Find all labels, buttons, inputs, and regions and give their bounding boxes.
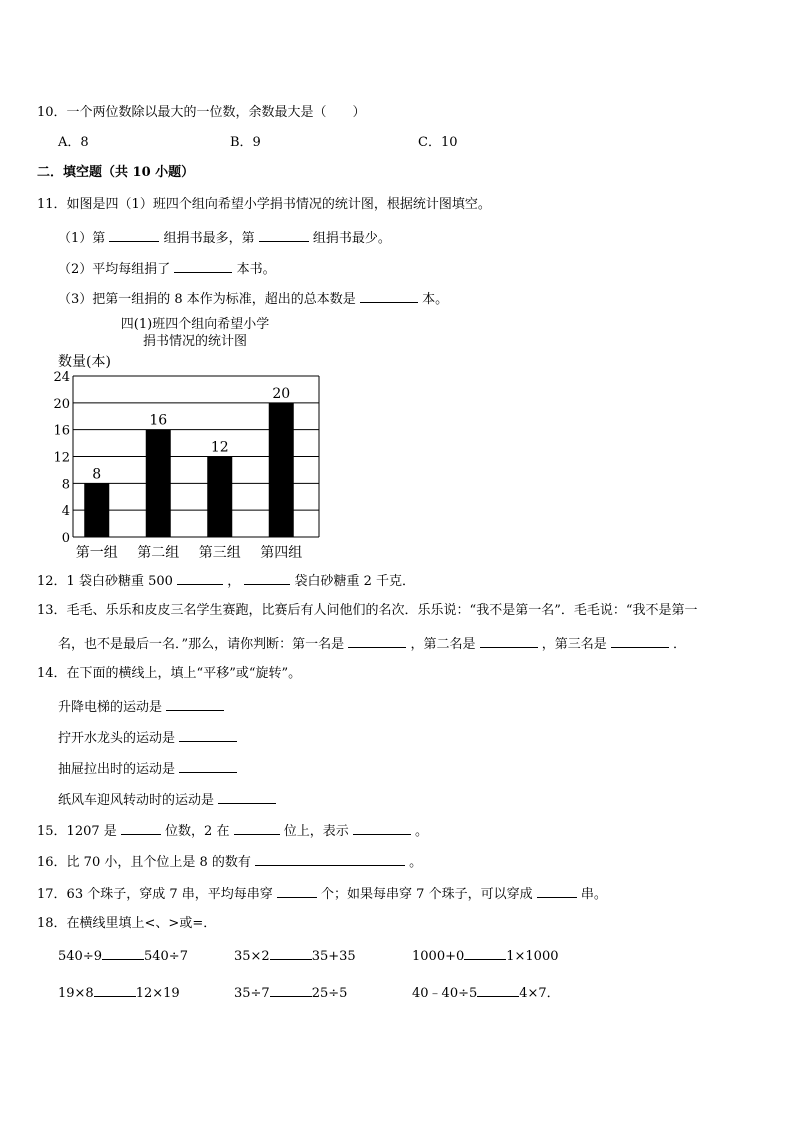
y-tick-label: 4	[61, 504, 70, 520]
bar-data-label: 8	[92, 466, 102, 483]
bar	[146, 430, 171, 537]
bar-data-label: 20	[272, 385, 291, 402]
q11-sub2	[58, 259, 276, 279]
q18-left: 19×8	[58, 986, 94, 1001]
q18-right: 12×19	[135, 986, 180, 1001]
q11-sub1-text-b: 组捐书最多，第	[163, 231, 255, 246]
compare-blank[interactable]	[477, 983, 519, 997]
q17-text-c: 串。	[580, 887, 607, 902]
q14-item	[58, 728, 237, 748]
question-17	[37, 884, 607, 904]
chart-title	[90, 316, 300, 350]
q18-left: 540÷9	[58, 949, 102, 964]
q13-text-b: ，第二名是	[410, 637, 476, 652]
q11-sub3	[58, 289, 448, 309]
q15-text-d: 。	[415, 824, 429, 839]
answer-blank[interactable]	[179, 759, 237, 773]
x-category-label: 第一组	[75, 545, 118, 561]
bar-chart	[0, 350, 320, 565]
answer-blank[interactable]	[611, 634, 669, 648]
bar	[269, 403, 294, 537]
q14-item	[58, 697, 224, 717]
chart-title-line1: 四(1)班四个组向希望小学	[120, 317, 270, 332]
x-category-label: 第三组	[198, 545, 241, 561]
q11-sub2-text-b: 本书。	[236, 262, 276, 277]
q18-expression	[58, 946, 188, 966]
answer-blank[interactable]	[353, 821, 411, 835]
y-tick-label: 16	[53, 423, 70, 439]
q12-text-b: ，	[227, 574, 241, 589]
answer-blank[interactable]	[166, 697, 224, 711]
q18-expression	[234, 983, 347, 1003]
y-tick-label: 20	[53, 396, 70, 412]
q13-text-c: ，第三名是	[541, 637, 607, 652]
q12-text-a: 12．1 袋白砂糖重 500	[37, 574, 173, 589]
q15-text-c: 位上，表示	[283, 824, 349, 839]
bar	[207, 457, 232, 538]
question-14-stem: 14．在下面的横线上，填上“平移”或“旋转”。	[37, 666, 302, 681]
q18-right: 25÷5	[311, 986, 348, 1001]
answer-blank[interactable]	[259, 228, 309, 242]
question-13-line2	[58, 634, 686, 654]
q18-left: 40﹣40÷5	[412, 986, 478, 1001]
compare-blank[interactable]	[270, 946, 312, 960]
bar	[84, 483, 109, 537]
q11-sub2-text-a: （2）平均每组捐了	[58, 262, 171, 277]
answer-blank[interactable]	[179, 728, 237, 742]
q18-right: 35+35	[311, 949, 356, 964]
answer-blank[interactable]	[480, 634, 538, 648]
q18-right: 540÷7	[143, 949, 188, 964]
compare-blank[interactable]	[102, 946, 144, 960]
q11-sub1-text-c: 组捐书最少。	[312, 231, 391, 246]
answer-blank[interactable]	[177, 571, 223, 585]
q18-right: 1×1000	[506, 949, 559, 964]
question-12	[37, 571, 415, 591]
q14-item-label: 拧开水龙头的运动是	[58, 731, 176, 746]
q11-sub3-text-b: 本。	[422, 292, 449, 307]
q18-expression	[412, 983, 560, 1003]
q18-expression	[234, 946, 356, 966]
q18-expression	[58, 983, 180, 1003]
q13-text-d: ．	[673, 637, 687, 652]
q18-left: 1000+0	[412, 949, 465, 964]
q15-text-b: 位数，2 在	[165, 824, 230, 839]
q16-text-b: 。	[409, 855, 423, 870]
y-axis-label: 数量(本)	[58, 354, 111, 370]
q16-text-a: 16．比 70 小，且个位上是 8 的数有	[37, 855, 251, 870]
y-tick-label: 0	[61, 531, 70, 546]
section-heading: 二．填空题（共 10 小题）	[37, 165, 195, 180]
y-tick-label: 24	[53, 370, 70, 385]
y-tick-label: 8	[61, 477, 70, 493]
answer-blank[interactable]	[218, 790, 276, 804]
question-11-stem: 11．如图是四（1）班四个组向希望小学捐书情况的统计图，根据统计图填空。	[37, 197, 491, 212]
answer-blank[interactable]	[244, 571, 290, 585]
question-10-stem: 10．一个两位数除以最大的一位数，余数最大是（ ）	[37, 105, 366, 120]
answer-blank[interactable]	[234, 821, 280, 835]
chart-title-line2: 捐书情况的统计图	[142, 334, 247, 349]
q11-sub1-text-a: （1）第	[58, 231, 106, 246]
q15-text-a: 15．1207 是	[37, 824, 117, 839]
q10-option-a: A．8	[58, 135, 89, 150]
q12-text-c: 袋白砂糖重 2 千克．	[294, 574, 416, 589]
bar-data-label: 16	[149, 412, 168, 429]
q11-sub1	[58, 228, 391, 248]
q14-item-label: 抽屉拉出时的运动是	[58, 762, 176, 777]
q14-item-label: 纸风车迎风转动时的运动是	[58, 793, 215, 808]
q10-option-c: C．10	[418, 135, 458, 150]
answer-blank[interactable]	[277, 884, 317, 898]
answer-blank[interactable]	[109, 228, 159, 242]
q11-sub3-text-a: （3）把第一组捐的 8 本作为标准，超出的总本数是	[58, 292, 356, 307]
answer-blank[interactable]	[537, 884, 577, 898]
q17-text-b: 个；如果每串穿 7 个珠子，可以穿成	[321, 887, 533, 902]
q18-right: 4×7．	[519, 986, 560, 1001]
y-tick-label: 12	[53, 450, 70, 466]
answer-blank[interactable]	[348, 634, 406, 648]
q14-item	[58, 790, 276, 810]
compare-blank[interactable]	[270, 983, 312, 997]
q17-text-a: 17．63 个珠子，穿成 7 串，平均每串穿	[37, 887, 273, 902]
answer-blank[interactable]	[121, 821, 161, 835]
q18-expression	[412, 946, 559, 966]
question-13-line1: 13．毛毛、乐乐和皮皮三名学生赛跑，比赛后有人问他们的名次．乐乐说：“我不是第一名”．毛毛说：“我不是第一	[37, 603, 698, 618]
q14-item	[58, 759, 237, 779]
x-category-label: 第四组	[260, 545, 303, 561]
x-category-label: 第二组	[137, 545, 180, 561]
q14-item-label: 升降电梯的运动是	[58, 700, 163, 715]
answer-blank[interactable]	[255, 852, 405, 866]
q18-left: 35×2	[234, 949, 270, 964]
bar-data-label: 12	[210, 439, 229, 456]
answer-blank[interactable]	[360, 289, 418, 303]
question-18-stem: 18．在横线里填上<、>或=．	[37, 916, 217, 931]
q10-option-b: B．9	[230, 135, 261, 150]
question-15	[37, 821, 428, 841]
question-16	[37, 852, 422, 872]
q13-text-a: 名，也不是最后一名．”那么，请你判断：第一名是	[58, 637, 345, 652]
answer-blank[interactable]	[174, 259, 232, 273]
compare-blank[interactable]	[94, 983, 136, 997]
q18-left: 35÷7	[234, 986, 270, 1001]
compare-blank[interactable]	[464, 946, 506, 960]
